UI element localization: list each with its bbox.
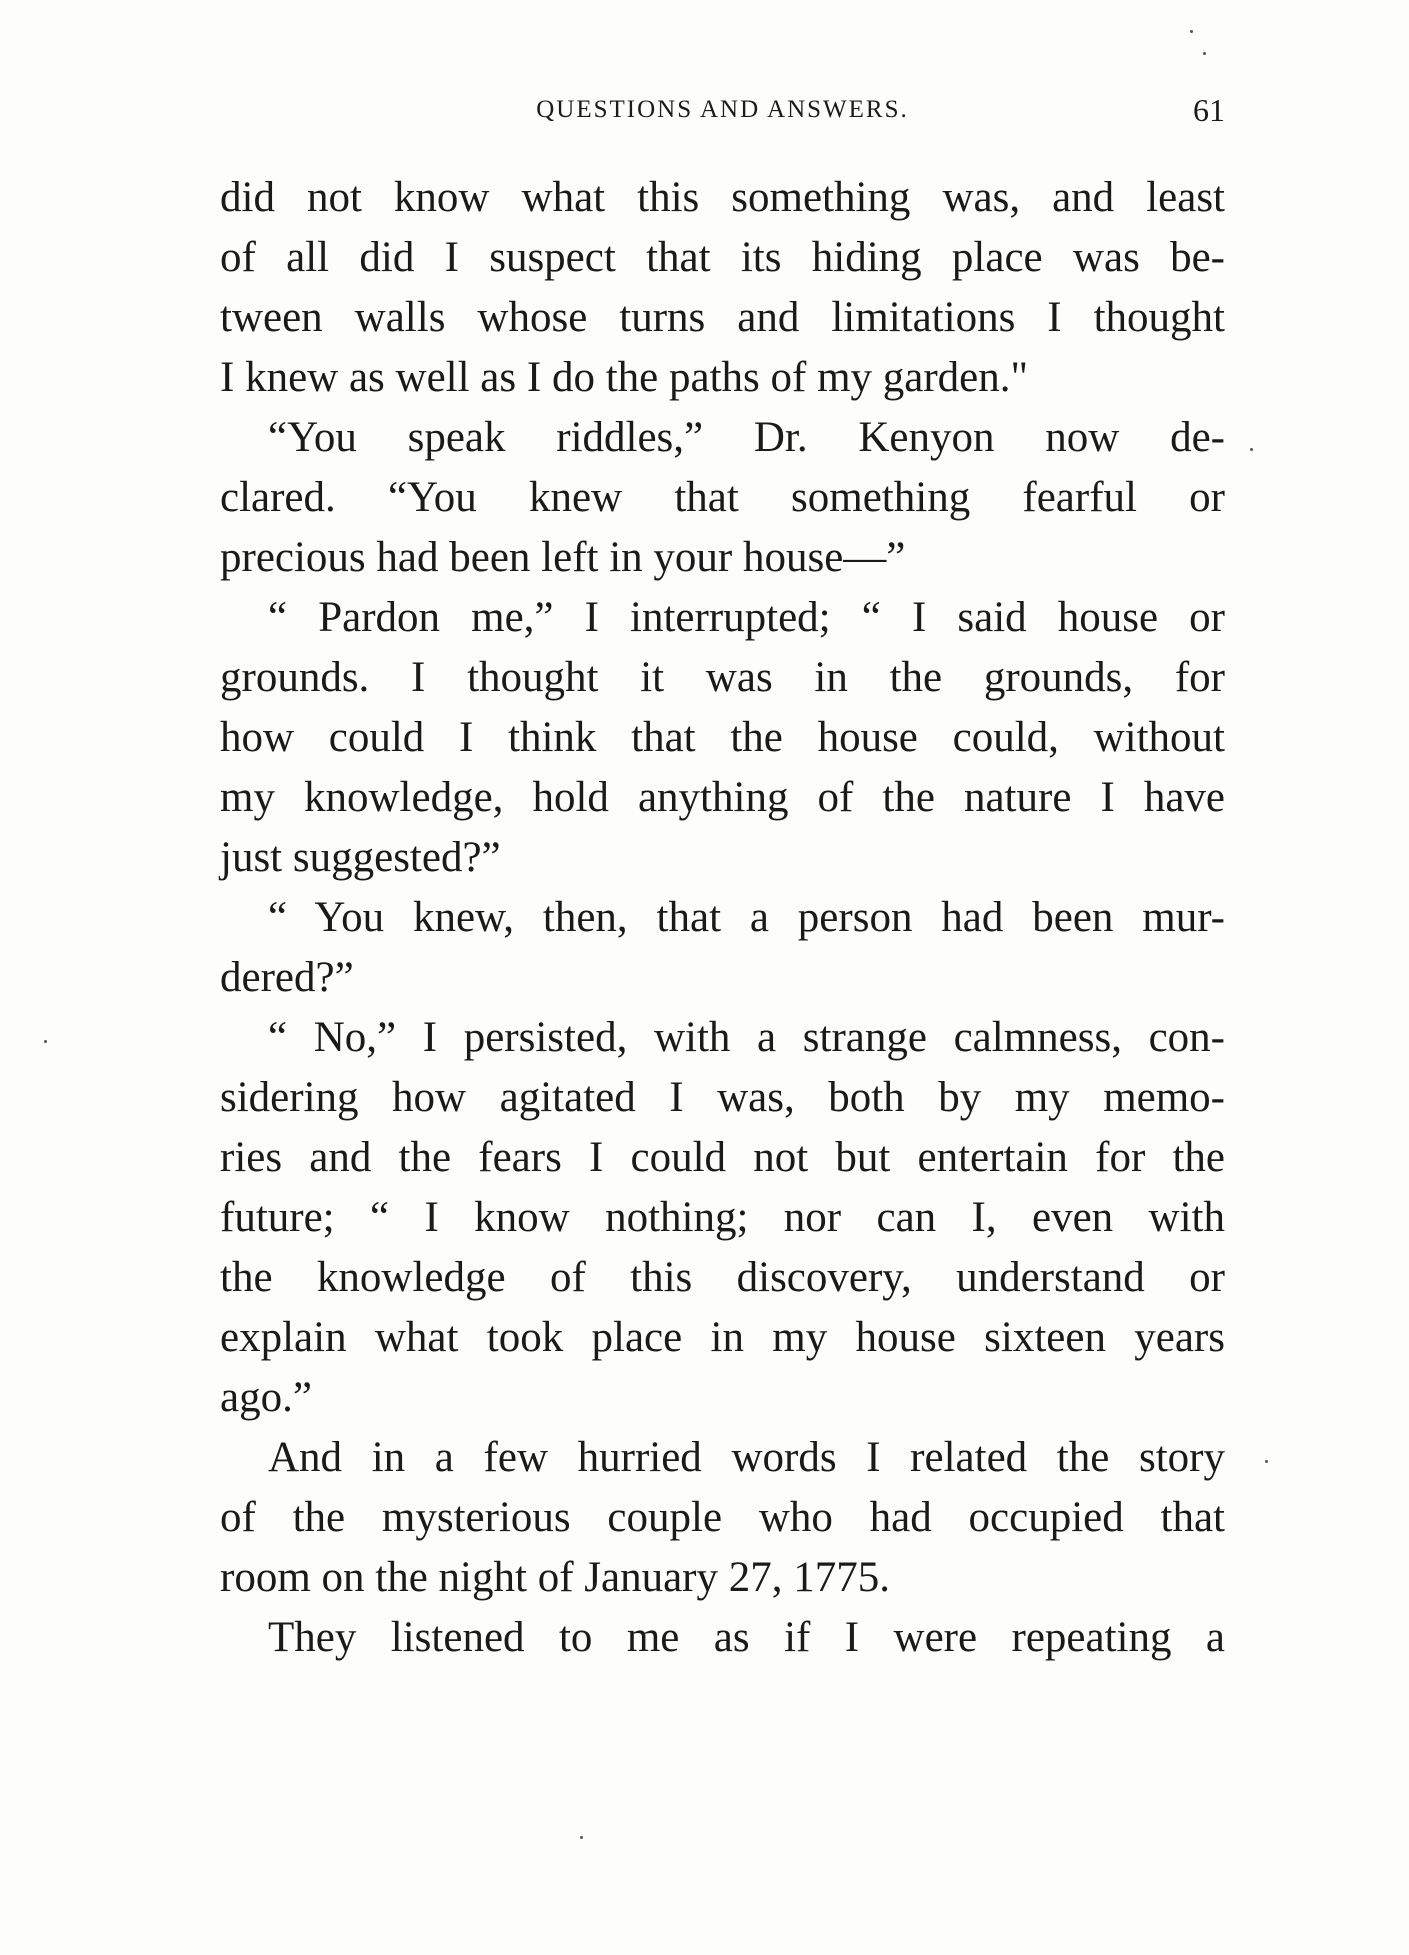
print-speck (1250, 448, 1253, 451)
text-line: future; “ I know nothing; nor can I, even with (220, 1194, 1225, 1241)
print-speck (44, 1040, 47, 1043)
text-line: room on the night of January 27, 1775. (220, 1554, 890, 1601)
text-line: “ You knew, then, that a person had been mur- (268, 894, 1225, 941)
print-speck (1190, 30, 1193, 33)
text-line: ries and the fears I could not but entertain for the (220, 1134, 1225, 1181)
print-speck (1265, 1460, 1268, 1463)
running-head (220, 92, 1225, 132)
text-line: They listened to me as if I were repeating a (268, 1614, 1225, 1661)
text-line: dered?” (220, 954, 354, 1001)
page-number: 61 (1193, 92, 1225, 128)
text-line: “ No,” I persisted, with a strange calmness, con- (268, 1014, 1225, 1061)
text-line: of all did I suspect that its hiding place was be- (220, 234, 1225, 281)
text-line: precious had been left in your house—” (220, 534, 906, 581)
text-line: how could I think that the house could, without (220, 714, 1225, 761)
text-line: tween walls whose turns and limitations I thought (220, 294, 1225, 341)
text-line: grounds. I thought it was in the grounds, for (220, 654, 1225, 701)
text-line: I knew as well as I do the paths of my garden." (220, 354, 1029, 401)
text-line: clared. “You knew that something fearful or (220, 474, 1225, 521)
text-line: And in a few hurried words I related the story (268, 1434, 1225, 1481)
print-speck (1203, 52, 1206, 55)
text-line: my knowledge, hold anything of the nature I have (220, 774, 1225, 821)
text-line: explain what took place in my house sixteen years (220, 1314, 1225, 1361)
text-line: “You speak riddles,” Dr. Kenyon now de- (268, 414, 1225, 461)
text-line: ago.” (220, 1374, 312, 1421)
text-line: did not know what this something was, and least (220, 174, 1225, 221)
text-line: “ Pardon me,” I interrupted; “ I said house or (268, 594, 1225, 641)
text-line: just suggested?” (220, 834, 501, 881)
body-text (220, 168, 1225, 1668)
running-title: QUESTIONS AND ANSWERS. (536, 96, 909, 123)
text-line: of the mysterious couple who had occupied that (220, 1494, 1225, 1541)
print-speck (580, 1836, 583, 1839)
text-line: sidering how agitated I was, both by my memo- (220, 1074, 1225, 1121)
text-line: the knowledge of this discovery, understand or (220, 1254, 1225, 1301)
